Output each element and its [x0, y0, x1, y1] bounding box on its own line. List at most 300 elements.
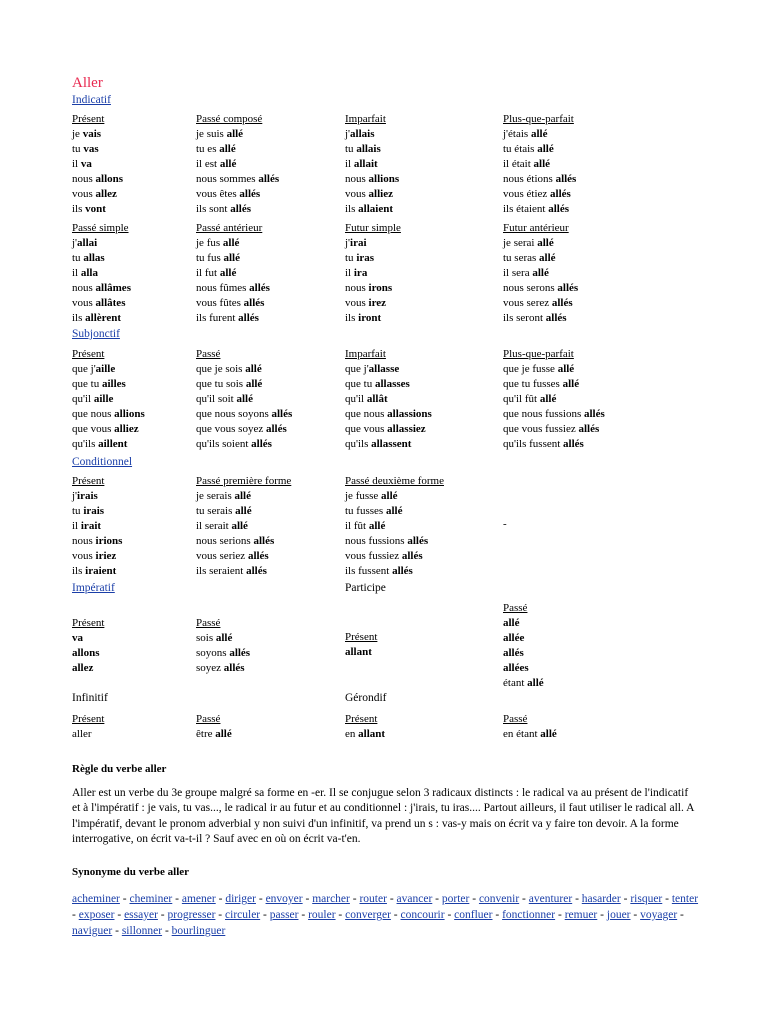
- pronoun-aux: il: [345, 158, 354, 170]
- verb-form: allé: [215, 632, 233, 644]
- part-passe-column: [503, 601, 663, 691]
- verb-form: vais: [82, 128, 102, 140]
- pronoun-aux: que vous fussiez: [503, 423, 579, 435]
- synonym-link-bourlinguer[interactable]: bourlinguer: [171, 925, 226, 937]
- verb-form: allé: [532, 267, 549, 279]
- conjugation-row: [503, 661, 663, 676]
- verb-form: allés: [238, 312, 259, 324]
- synonym-separator: -: [492, 909, 503, 921]
- conjugation-row: [196, 631, 356, 646]
- verb-form: allé: [540, 728, 557, 740]
- conjugation-row: [345, 281, 505, 296]
- pronoun-aux: que je fusse: [503, 363, 558, 375]
- verb-form: allé: [245, 363, 262, 375]
- verb-form: allés: [258, 173, 280, 185]
- pronoun-aux: nous: [345, 282, 369, 294]
- verb-form: irions: [95, 535, 123, 547]
- verb-form: allés: [223, 662, 245, 674]
- verb-form: allé: [530, 128, 548, 140]
- conjugation-row: [196, 187, 356, 202]
- ger-passe-heading: Passé: [503, 713, 528, 725]
- pronoun-aux: nous: [72, 282, 96, 294]
- conjugation-row: [345, 202, 505, 217]
- conjugation-row: [503, 251, 663, 266]
- synonym-link-confluer[interactable]: confluer: [454, 909, 493, 921]
- synonym-separator: -: [432, 893, 442, 905]
- pronoun-aux: nous serons: [503, 282, 558, 294]
- pronoun-aux: nous étions: [503, 173, 556, 185]
- synonym-link-voyager[interactable]: voyager: [640, 909, 678, 921]
- synonym-link-sillonner[interactable]: sillonner: [121, 925, 163, 937]
- pronoun-aux: nous serions: [196, 535, 254, 547]
- pronoun-aux: il est: [196, 158, 220, 170]
- verb-form: allé: [222, 237, 240, 249]
- conjugation-row: [196, 157, 356, 172]
- pronoun-aux: tu: [72, 505, 84, 517]
- pronoun-aux: j': [345, 128, 351, 140]
- verb-form: allés: [392, 565, 413, 577]
- conjugation-row: [503, 187, 663, 202]
- verb-form: allés: [548, 203, 569, 215]
- pronoun-aux: en étant: [503, 728, 541, 740]
- verb-form: allassent: [371, 438, 412, 450]
- pronoun-aux: tu es: [196, 143, 220, 155]
- pronoun-aux: il: [345, 267, 354, 279]
- verb-form: ailles: [101, 378, 126, 390]
- verb-form: va: [80, 158, 92, 170]
- verb-form: allé: [539, 252, 556, 264]
- synonym-separator: -: [597, 909, 607, 921]
- subj-1-heading: Passé: [196, 348, 221, 360]
- pronoun-aux: vous seriez: [196, 550, 248, 562]
- synonym-separator: -: [157, 909, 168, 921]
- verb-form: aille: [95, 363, 116, 375]
- verb-form: allés: [578, 423, 600, 435]
- ind_row1-1-heading: Passé composé: [196, 113, 263, 125]
- verb-form: iront: [358, 312, 382, 324]
- synonym-link-circuler[interactable]: circuler: [225, 909, 261, 921]
- verb-form: allés: [550, 188, 571, 200]
- pronoun-aux: j': [72, 237, 78, 249]
- synonym-link-marcher[interactable]: marcher: [312, 893, 350, 905]
- verb-form: allé: [557, 363, 575, 375]
- conjugation-row: [345, 251, 505, 266]
- cond-1-heading: Passé première forme: [196, 475, 292, 487]
- verb-form: allé: [215, 728, 232, 740]
- pronoun-aux: vous: [345, 297, 369, 309]
- verb-form: allais: [356, 143, 381, 155]
- pronoun-aux: ils fussent: [345, 565, 393, 577]
- pronoun-aux: je serai: [503, 237, 538, 249]
- ind_row1-1-column: [196, 112, 359, 217]
- ind_row2-0-heading: Passé simple: [72, 222, 129, 234]
- verb-form: alla: [80, 267, 98, 279]
- synonym-separator: -: [677, 909, 684, 921]
- conjugation-row: [196, 377, 356, 392]
- verb-form: allais: [350, 128, 375, 140]
- pronoun-aux: je fus: [196, 237, 223, 249]
- synonym-separator: -: [572, 893, 582, 905]
- pronoun-aux: tu étais: [503, 143, 538, 155]
- verb-form: allé: [533, 158, 551, 170]
- synonym-link-diriger[interactable]: diriger: [225, 893, 256, 905]
- pronoun-aux: vous fussiez: [345, 550, 402, 562]
- conjugation-row: [503, 157, 663, 172]
- conjugation-row: [345, 422, 505, 437]
- verb-form: allé: [537, 237, 554, 249]
- conjugation-row: [503, 676, 663, 691]
- synonym-title: Synonyme du verbe aller: [72, 866, 190, 878]
- pronoun-aux: tu serais: [196, 505, 236, 517]
- verb-form: allât: [366, 393, 388, 405]
- verb-form: allés: [247, 550, 269, 562]
- ind_row1-2-heading: Imparfait: [345, 113, 386, 125]
- conjugation-row: [345, 392, 505, 407]
- pronoun-aux: j': [345, 237, 351, 249]
- verb-form: allez: [72, 662, 94, 674]
- conjugation-row: [345, 437, 505, 452]
- verb-form: vas: [83, 143, 99, 155]
- pronoun-aux: vous serez: [503, 297, 552, 309]
- verb-form: irais: [77, 490, 98, 502]
- pronoun-aux: j': [72, 490, 78, 502]
- synonym-link-cheminer[interactable]: cheminer: [129, 893, 173, 905]
- pronoun-aux: qu'il: [345, 393, 367, 405]
- conjugation-row: [196, 266, 356, 281]
- synonym-link-hasarder[interactable]: hasarder: [581, 893, 621, 905]
- conjugation-row: [503, 392, 663, 407]
- verb-form: allâtes: [95, 297, 126, 309]
- pronoun-aux: vous étiez: [503, 188, 551, 200]
- verb-form: allé: [231, 520, 248, 532]
- ind_row2-3-heading: Futur antérieur: [503, 222, 569, 234]
- conjugation-row: [503, 172, 663, 187]
- verb-form: allé: [219, 158, 237, 170]
- ind_row2-2-column: [345, 221, 505, 326]
- synonym-link-acheminer[interactable]: acheminer: [72, 893, 120, 905]
- pronoun-aux: être: [196, 728, 216, 740]
- synonym-link-converger[interactable]: converger: [345, 909, 391, 921]
- synonym-separator: -: [349, 893, 360, 905]
- conjugation-row: [196, 422, 356, 437]
- verb-form: allé: [527, 677, 544, 689]
- ind_row1-2-column: [345, 112, 505, 217]
- verb-form: allé: [223, 252, 240, 264]
- ind_row1-0-heading: Présent: [72, 113, 105, 125]
- verb-form: irons: [368, 282, 393, 294]
- pronoun-aux: que j': [72, 363, 96, 375]
- pronoun-aux: vous: [72, 550, 96, 562]
- ger-present-heading: Présent: [345, 713, 378, 725]
- pronoun-aux: ils: [72, 203, 86, 215]
- verb-form: allés: [246, 565, 267, 577]
- synonym-separator: -: [215, 893, 226, 905]
- pronoun-aux: que vous soyez: [196, 423, 266, 435]
- pronoun-aux: sois: [196, 632, 216, 644]
- verb-form: allées: [503, 662, 529, 674]
- conjugation-row: [503, 311, 663, 326]
- pronoun-aux: que nous soyons: [196, 408, 272, 420]
- verb-form: aillent: [98, 438, 128, 450]
- conjugation-row: [196, 172, 356, 187]
- verb-form: allés: [243, 297, 265, 309]
- conjugation-row: [345, 187, 505, 202]
- verb-form: allé: [368, 520, 386, 532]
- conjugation-row: [196, 437, 356, 452]
- pronoun-aux: ils: [345, 312, 359, 324]
- verb-form: allant: [345, 646, 372, 658]
- conjugation-row: [196, 661, 356, 676]
- verb-form: allés: [401, 550, 423, 562]
- subj-0-heading: Présent: [72, 348, 105, 360]
- verb-form: allasse: [368, 363, 400, 375]
- inf-passe-column: [196, 712, 359, 742]
- conjugation-row: [503, 377, 663, 392]
- pronoun-aux: étant: [503, 677, 528, 689]
- verb-form: allés: [551, 297, 573, 309]
- subj-1-column: [196, 347, 356, 452]
- pronoun-aux: que tu: [345, 378, 375, 390]
- pronoun-aux: il: [72, 267, 81, 279]
- synonym-link-avancer[interactable]: avancer: [396, 893, 433, 905]
- pronoun-aux: soyons: [196, 647, 230, 659]
- pronoun-aux: tu seras: [503, 252, 540, 264]
- verb-form: va: [72, 632, 83, 644]
- synonym-link-rouler[interactable]: rouler: [308, 909, 336, 921]
- section-subjonctif[interactable]: Subjonctif: [72, 328, 120, 340]
- synonym-separator: -: [469, 893, 479, 905]
- conjugation-row: [503, 127, 663, 142]
- conjugation-row: [196, 362, 356, 377]
- conjugation-row: [196, 311, 359, 326]
- synonym-separator: -: [335, 909, 346, 921]
- conjugation-row: [503, 142, 663, 157]
- subj-3-column: [503, 347, 663, 452]
- part-present-heading: Présent: [345, 631, 378, 643]
- section-participe: Participe: [345, 582, 386, 594]
- conjugation-row: [196, 142, 356, 157]
- section-indicatif[interactable]: Indicatif: [72, 94, 111, 106]
- synonym-separator: -: [386, 893, 397, 905]
- synonym-link-passer[interactable]: passer: [269, 909, 299, 921]
- pronoun-aux: qu'ils soient: [196, 438, 252, 450]
- section-gerondif: Gérondif: [345, 692, 387, 704]
- pronoun-aux: que nous: [345, 408, 388, 420]
- conjugation-row: [503, 266, 663, 281]
- conjugation-row: [345, 311, 505, 326]
- conjugation-row: [345, 266, 505, 281]
- pronoun-aux: qu'il fût: [503, 393, 540, 405]
- pronoun-aux: en: [345, 728, 359, 740]
- imp-passe-heading: Passé: [196, 617, 221, 629]
- verb-form: iriez: [95, 550, 117, 562]
- synonym-link-envoyer[interactable]: envoyer: [265, 893, 303, 905]
- synonym-link-naviguer[interactable]: naviguer: [72, 925, 113, 937]
- verb-form: allé: [245, 378, 263, 390]
- pronoun-aux: je suis: [196, 128, 227, 140]
- synonym-separator: -: [260, 909, 270, 921]
- pronoun-aux: vous fûtes: [196, 297, 244, 309]
- conjugation-row: [503, 616, 663, 631]
- pronoun-aux: ils sont: [196, 203, 231, 215]
- verb-form: allions: [114, 408, 145, 420]
- verb-form: allé: [503, 617, 520, 629]
- verb-form: allés: [249, 282, 270, 294]
- conjugation-row: [196, 127, 356, 142]
- verb-form: allé: [235, 505, 252, 517]
- synonym-separator: -: [72, 909, 79, 921]
- section-conditionnel[interactable]: Conditionnel: [72, 456, 133, 468]
- conjugation-row: [345, 489, 505, 504]
- pronoun-aux: tu: [345, 252, 357, 264]
- synonym-link-remuer[interactable]: remuer: [564, 909, 598, 921]
- synonym-link-fonctionner[interactable]: fonctionner: [502, 909, 556, 921]
- conjugation-row: [196, 251, 356, 266]
- verb-form: allé: [236, 393, 253, 405]
- verb-form: irez: [368, 297, 387, 309]
- pronoun-aux: nous fûmes: [196, 282, 250, 294]
- verb-form: allés: [230, 203, 252, 215]
- part-present-column: [345, 630, 505, 660]
- verb-form: allé: [234, 490, 251, 502]
- verb-form: vont: [85, 203, 106, 215]
- pronoun-aux: il serait: [196, 520, 232, 532]
- verb-form: alliez: [368, 188, 393, 200]
- pronoun-aux: que vous: [72, 423, 115, 435]
- conjugation-row: [345, 142, 505, 157]
- synonym-link-jouer[interactable]: jouer: [606, 909, 631, 921]
- verb-form: allé: [562, 378, 580, 390]
- pronoun-aux: je: [72, 128, 83, 140]
- synonym-link-aventurer[interactable]: aventurer: [528, 893, 573, 905]
- pronoun-aux: que tu: [72, 378, 102, 390]
- synonym-separator: -: [298, 909, 309, 921]
- pronoun-aux: ils seront: [503, 312, 546, 324]
- synonym-link-essayer[interactable]: essayer: [124, 909, 158, 921]
- pronoun-aux: qu'ils fussent: [503, 438, 564, 450]
- verb-form: allions: [368, 173, 400, 185]
- synonym-list: [72, 891, 702, 939]
- conjugation-row: [345, 236, 505, 251]
- conjugation-row: [503, 362, 663, 377]
- verb-form: aille: [93, 393, 114, 405]
- imp-present-heading: Présent: [72, 617, 105, 629]
- verb-form: iraient: [85, 565, 117, 577]
- ger-present-column: [345, 712, 505, 742]
- synonym-link-porter[interactable]: porter: [441, 893, 470, 905]
- conjugation-row: [345, 645, 505, 660]
- conjugation-row: [503, 646, 663, 661]
- conjugation-row: [345, 534, 505, 549]
- synonym-link-tenter[interactable]: tenter: [671, 893, 699, 905]
- synonym-link-convenir[interactable]: convenir: [478, 893, 520, 905]
- pronoun-aux: il fût: [345, 520, 369, 532]
- pronoun-aux: qu'il soit: [196, 393, 237, 405]
- verb-form: allant: [358, 728, 386, 740]
- conjugation-row: [196, 727, 359, 742]
- conjugation-row: [196, 549, 356, 564]
- synonym-link-progresser[interactable]: progresser: [167, 909, 216, 921]
- synonym-separator: -: [112, 925, 122, 937]
- pronoun-aux: qu'ils: [72, 438, 99, 450]
- pronoun-aux: ils: [72, 312, 86, 324]
- synonym-link-amener[interactable]: amener: [181, 893, 216, 905]
- verb-form: allons: [72, 647, 100, 659]
- pronoun-aux: ils: [345, 203, 359, 215]
- cond-0-heading: Présent: [72, 475, 105, 487]
- pronoun-aux: il: [72, 520, 81, 532]
- conjugation-row: [503, 631, 663, 646]
- conjugation-row: [345, 564, 505, 579]
- pronoun-aux: tu: [72, 252, 84, 264]
- verb-form: irais: [83, 505, 105, 517]
- verb-form: allaient: [358, 203, 393, 215]
- synonym-link-exposer[interactable]: exposer: [78, 909, 115, 921]
- conjugation-row: [196, 236, 356, 251]
- pronoun-aux: ils seraient: [196, 565, 247, 577]
- verb-form: alliez: [114, 423, 139, 435]
- inf-passe-heading: Passé: [196, 713, 221, 725]
- verb-form: allé: [385, 505, 403, 517]
- pronoun-aux: tu fusses: [345, 505, 386, 517]
- cond-2-column: [345, 474, 505, 579]
- synonym-separator: -: [114, 909, 125, 921]
- pronoun-aux: nous fussions: [345, 535, 408, 547]
- verb-form: allés: [563, 438, 584, 450]
- pronoun-aux: que j': [345, 363, 369, 375]
- verb-form: irai: [350, 237, 367, 249]
- conjugation-row: [503, 422, 663, 437]
- verb-form: allé: [381, 490, 398, 502]
- verb-form: allai: [77, 237, 98, 249]
- verb-form: allâmes: [95, 282, 131, 294]
- synonym-separator: -: [662, 893, 672, 905]
- synonym-link-risquer[interactable]: risquer: [630, 893, 663, 905]
- synonym-separator: -: [620, 893, 631, 905]
- conjugation-row: [196, 392, 356, 407]
- pronoun-aux: que nous fussions: [503, 408, 584, 420]
- page-title: Aller: [72, 75, 103, 91]
- verb-form: allé: [226, 128, 244, 140]
- verb-form: allé: [539, 393, 557, 405]
- synonym-link-concourir[interactable]: concourir: [400, 909, 445, 921]
- conjugation-row: [503, 296, 663, 311]
- pronoun-aux: que vous: [345, 423, 388, 435]
- synonym-separator: -: [162, 925, 172, 937]
- conjugation-row: [345, 157, 505, 172]
- verb-form: irait: [80, 520, 102, 532]
- synonym-link-router[interactable]: router: [359, 893, 387, 905]
- verb-form: allé: [537, 143, 554, 155]
- section-infinitif: Infinitif: [72, 692, 108, 704]
- subj-2-column: [345, 347, 505, 452]
- pronoun-aux: vous: [72, 297, 96, 309]
- conjugation-row: [345, 296, 505, 311]
- verb-form: allés: [557, 282, 579, 294]
- conjugation-row: [345, 362, 505, 377]
- conjugation-row: [345, 377, 505, 392]
- conjugation-row: [345, 172, 505, 187]
- verb-form: allasses: [374, 378, 410, 390]
- pronoun-aux: soyez: [196, 662, 224, 674]
- conjugation-row: [196, 646, 356, 661]
- conjugation-row: [196, 281, 356, 296]
- conjugation-row: [345, 549, 505, 564]
- pronoun-aux: tu: [345, 143, 357, 155]
- ind_row2-1-heading: Passé antérieur: [196, 222, 263, 234]
- pronoun-aux: que je sois: [196, 363, 246, 375]
- section-imperatif[interactable]: Impératif: [72, 582, 115, 594]
